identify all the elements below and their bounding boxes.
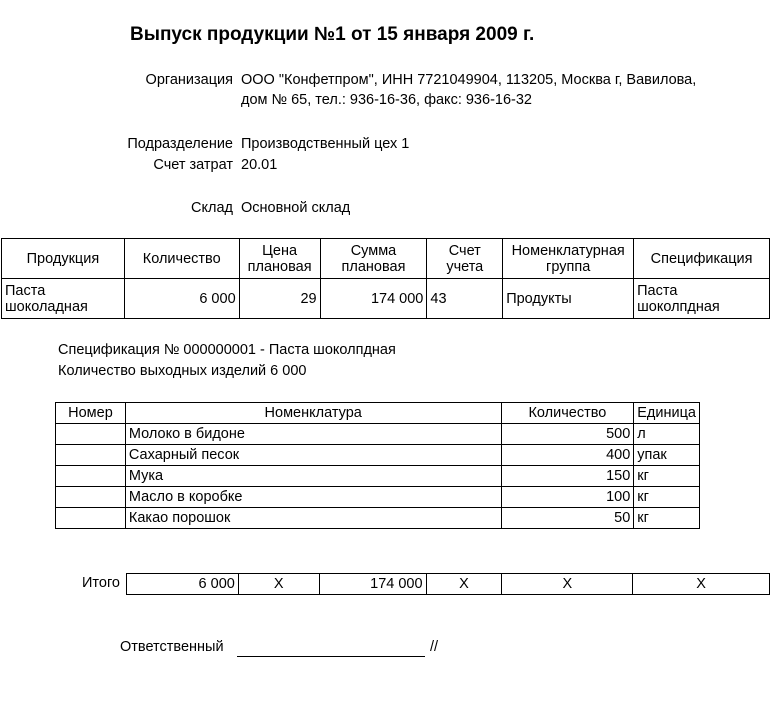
- nomenclature-cell: Мука: [125, 466, 501, 487]
- header-planned-sum: Сумма плановая: [320, 239, 427, 279]
- total-price-cell: X: [238, 574, 319, 595]
- products-header-row: [2, 239, 770, 279]
- responsible-label: Ответственный: [120, 639, 224, 655]
- table-row: [56, 466, 700, 487]
- table-row: [56, 487, 700, 508]
- output-count-line: Количество выходных изделий 6 000: [58, 363, 307, 379]
- signature-line: [237, 656, 425, 657]
- product-cell: Паста шоколадная: [2, 279, 125, 319]
- warehouse-label: Склад: [191, 200, 233, 216]
- table-row: [56, 508, 700, 529]
- unit-cell: кг: [634, 487, 700, 508]
- specification-title: Спецификация № 000000001 - Паста шоколпдная: [58, 342, 396, 358]
- number-cell: [56, 487, 126, 508]
- price-cell: 29: [239, 279, 320, 319]
- warehouse-value: Основной склад: [241, 200, 351, 216]
- quantity-cell: 6 000: [124, 279, 239, 319]
- header-nomenclature: Номенклатура: [125, 403, 501, 424]
- quantity-cell: 500: [501, 424, 634, 445]
- nomenclature-cell: Какао порошок: [125, 508, 501, 529]
- quantity-cell: 400: [501, 445, 634, 466]
- signature-slash: //: [430, 639, 439, 655]
- total-group-cell: X: [502, 574, 633, 595]
- number-cell: [56, 424, 126, 445]
- quantity-cell: 50: [501, 508, 634, 529]
- organization-value-line2: дом № 65, тел.: 936-16-36, факс: 936-16-32: [241, 92, 532, 108]
- header-spec-quantity: Количество: [501, 403, 634, 424]
- account-cell: 43: [427, 279, 503, 319]
- specification-cell: Паста шоколпдная: [634, 279, 770, 319]
- specification-table: [55, 402, 700, 529]
- header-product: Продукция: [2, 239, 125, 279]
- unit-cell: упак: [634, 445, 700, 466]
- department-value: Производственный цех 1: [241, 136, 410, 152]
- totals-row: [127, 574, 770, 595]
- total-sum-cell: 174 000: [319, 574, 426, 595]
- number-cell: [56, 466, 126, 487]
- table-row: [56, 445, 700, 466]
- total-account-cell: X: [426, 574, 502, 595]
- table-row: [2, 279, 770, 319]
- number-cell: [56, 445, 126, 466]
- nomenclature-cell: Сахарный песок: [125, 445, 501, 466]
- organization-value-line1: ООО "Конфетпром", ИНН 7721049904, 113205, Москва г, Вавилова,: [241, 72, 697, 88]
- header-planned-price: Цена плановая: [239, 239, 320, 279]
- quantity-cell: 100: [501, 487, 634, 508]
- header-account: Счет учета: [427, 239, 503, 279]
- group-cell: Продукты: [503, 279, 634, 319]
- total-quantity-cell: 6 000: [127, 574, 239, 595]
- department-label: Подразделение: [127, 136, 233, 152]
- totals-table: [126, 573, 770, 595]
- unit-cell: кг: [634, 508, 700, 529]
- organization-label: Организация: [145, 72, 233, 88]
- number-cell: [56, 508, 126, 529]
- total-specification-cell: X: [633, 574, 770, 595]
- cost-account-label: Счет затрат: [153, 157, 233, 173]
- nomenclature-cell: Молоко в бидоне: [125, 424, 501, 445]
- quantity-cell: 150: [501, 466, 634, 487]
- header-number: Номер: [56, 403, 126, 424]
- document-title: Выпуск продукции №1 от 15 января 2009 г.: [130, 24, 535, 45]
- specification-header-row: [56, 403, 700, 424]
- header-quantity: Количество: [124, 239, 239, 279]
- sum-cell: 174 000: [320, 279, 427, 319]
- nomenclature-cell: Масло в коробке: [125, 487, 501, 508]
- header-specification: Спецификация: [634, 239, 770, 279]
- unit-cell: л: [634, 424, 700, 445]
- unit-cell: кг: [634, 466, 700, 487]
- totals-label: Итого: [82, 575, 120, 591]
- cost-account-value: 20.01: [241, 157, 278, 173]
- header-nomenclature-group: Номенклатурная группа: [503, 239, 634, 279]
- table-row: [56, 424, 700, 445]
- products-table: [1, 238, 770, 319]
- header-unit: Единица: [634, 403, 700, 424]
